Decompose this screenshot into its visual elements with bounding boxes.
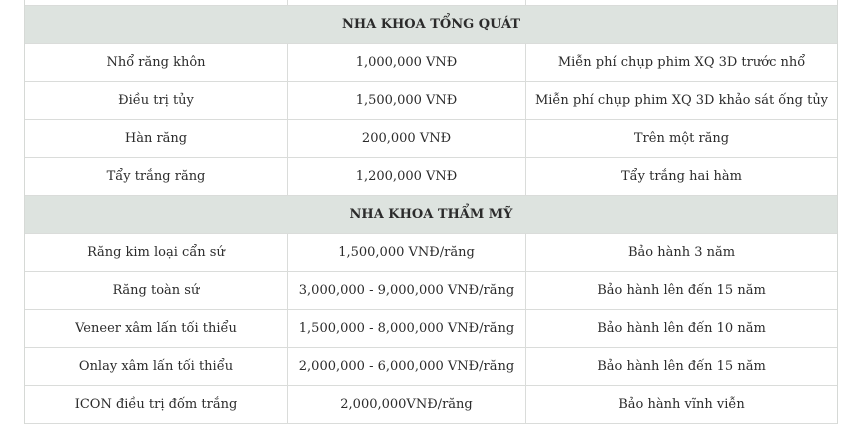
table-row xyxy=(25,158,837,196)
table-cell xyxy=(288,0,526,5)
table-row xyxy=(25,310,837,348)
service-name: Onlay xâm lấn tối thiểu xyxy=(25,348,288,385)
service-price: 1,500,000 VNĐ xyxy=(288,82,526,119)
table-row xyxy=(25,120,837,158)
service-note: Bảo hành lên đến 15 năm xyxy=(597,359,766,374)
service-price: 2,000,000VNĐ/răng xyxy=(288,386,526,423)
service-note: Trên một răng xyxy=(633,131,730,146)
table-cell xyxy=(25,0,288,5)
service-name: Veneer xâm lấn tối thiểu xyxy=(25,310,288,347)
service-note: Bảo hành vĩnh viễn xyxy=(618,397,745,412)
service-note: Bảo hành 3 năm xyxy=(627,245,736,260)
table-row xyxy=(25,386,837,424)
service-note: Miễn phí chụp phim XQ 3D khảo sát ống tủy xyxy=(534,93,829,108)
service-price: 200,000 VNĐ xyxy=(288,120,526,157)
service-name: Tẩy trắng răng xyxy=(25,158,288,195)
section-header-cosmetic xyxy=(25,196,837,234)
service-price: 1,000,000 VNĐ xyxy=(288,44,526,81)
section-title: NHA KHOA TỔNG QUÁT xyxy=(341,17,521,32)
table-row xyxy=(25,234,837,272)
price-table xyxy=(24,0,838,424)
service-name: ICON điều trị đốm trắng xyxy=(25,386,288,423)
table-row xyxy=(25,82,837,120)
service-note: Tẩy trắng hai hàm xyxy=(621,169,742,184)
table-row xyxy=(25,348,837,386)
section-title: NHA KHOA THẨM MỸ xyxy=(349,207,513,222)
service-name: Điều trị tủy xyxy=(25,82,288,119)
table-row xyxy=(25,44,837,82)
service-price: 2,000,000 - 6,000,000 VNĐ/răng xyxy=(288,348,526,385)
section-header-general xyxy=(25,6,837,44)
service-price: 1,200,000 VNĐ xyxy=(288,158,526,195)
service-price: 3,000,000 - 9,000,000 VNĐ/răng xyxy=(288,272,526,309)
service-name: Nhổ răng khôn xyxy=(25,44,288,81)
service-name: Hàn răng xyxy=(25,120,288,157)
service-name: Răng kim loại cẩn sứ xyxy=(25,234,288,271)
service-note: Miễn phí chụp phim XQ 3D trước nhổ xyxy=(557,55,806,70)
service-price: 1,500,000 - 8,000,000 VNĐ/răng xyxy=(288,310,526,347)
service-note: Bảo hành lên đến 10 năm xyxy=(597,321,766,336)
service-note: Bảo hành lên đến 15 năm xyxy=(597,283,766,298)
table-row xyxy=(25,272,837,310)
service-price: 1,500,000 VNĐ/răng xyxy=(288,234,526,271)
table-cell xyxy=(526,0,837,5)
service-name: Răng toàn sứ xyxy=(25,272,288,309)
